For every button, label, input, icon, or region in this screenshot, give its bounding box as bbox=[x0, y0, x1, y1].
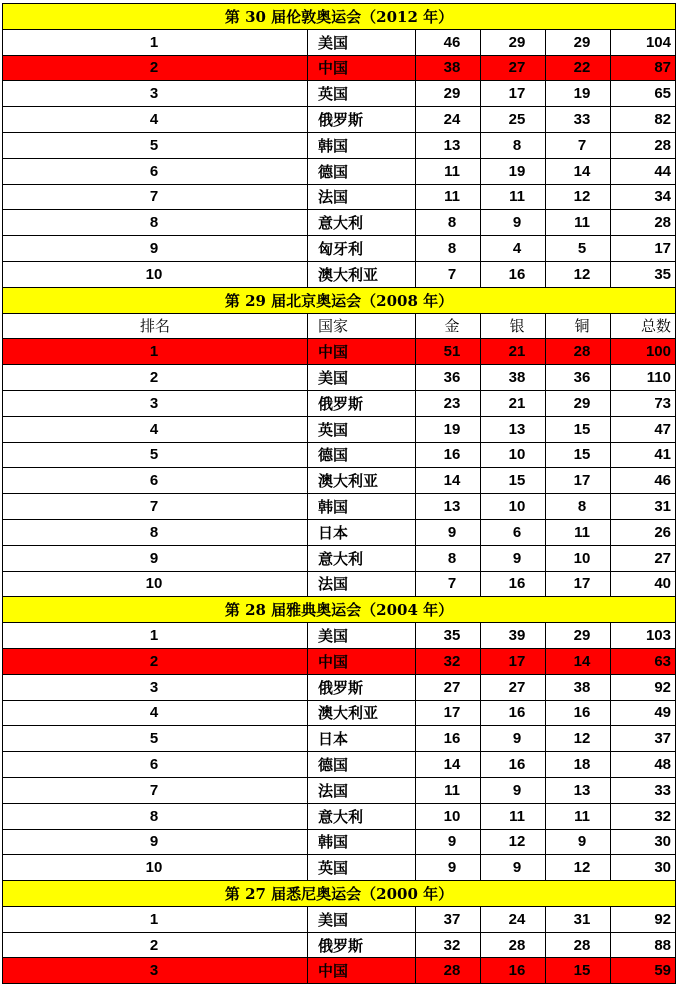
country-cell: 意大利 bbox=[308, 210, 416, 236]
total-cell: 28 bbox=[611, 132, 676, 158]
bronze-cell: 14 bbox=[546, 158, 611, 184]
table-row bbox=[3, 777, 676, 803]
total-cell: 63 bbox=[611, 648, 676, 674]
country-cell: 韩国 bbox=[308, 829, 416, 855]
bronze-cell: 12 bbox=[546, 855, 611, 881]
silver-cell: 17 bbox=[481, 81, 546, 107]
silver-cell: 25 bbox=[481, 107, 546, 133]
bronze-cell: 18 bbox=[546, 752, 611, 778]
bronze-cell: 16 bbox=[546, 700, 611, 726]
rank-cell: 3 bbox=[3, 390, 308, 416]
total-cell: 26 bbox=[611, 519, 676, 545]
country-cell: 澳大利亚 bbox=[308, 261, 416, 287]
gold-cell: 23 bbox=[416, 390, 481, 416]
gold-cell: 13 bbox=[416, 132, 481, 158]
table-row bbox=[3, 906, 676, 932]
silver-cell: 9 bbox=[481, 777, 546, 803]
total-cell: 48 bbox=[611, 752, 676, 778]
country-cell: 俄罗斯 bbox=[308, 674, 416, 700]
gold-cell: 11 bbox=[416, 777, 481, 803]
gold-cell: 8 bbox=[416, 236, 481, 262]
bronze-cell: 13 bbox=[546, 777, 611, 803]
games-title: 第 30 届伦敦奥运会（2012 年） bbox=[3, 4, 676, 30]
rank-cell: 4 bbox=[3, 416, 308, 442]
gold-cell: 32 bbox=[416, 648, 481, 674]
silver-cell: 9 bbox=[481, 726, 546, 752]
total-cell: 103 bbox=[611, 623, 676, 649]
total-cell: 59 bbox=[611, 958, 676, 984]
table-row bbox=[3, 545, 676, 571]
column-header-total: 总数 bbox=[611, 313, 676, 339]
country-cell: 美国 bbox=[308, 623, 416, 649]
rank-cell: 1 bbox=[3, 339, 308, 365]
silver-cell: 8 bbox=[481, 132, 546, 158]
total-cell: 73 bbox=[611, 390, 676, 416]
bronze-cell: 12 bbox=[546, 261, 611, 287]
bronze-cell: 7 bbox=[546, 132, 611, 158]
silver-cell: 16 bbox=[481, 752, 546, 778]
country-cell: 英国 bbox=[308, 416, 416, 442]
silver-cell: 16 bbox=[481, 958, 546, 984]
table-row bbox=[3, 29, 676, 55]
gold-cell: 35 bbox=[416, 623, 481, 649]
bronze-cell: 17 bbox=[546, 571, 611, 597]
gold-cell: 9 bbox=[416, 829, 481, 855]
bronze-cell: 31 bbox=[546, 906, 611, 932]
games-title: 第 27 届悉尼奥运会（2000 年） bbox=[3, 881, 676, 907]
rank-cell: 6 bbox=[3, 752, 308, 778]
bronze-cell: 9 bbox=[546, 829, 611, 855]
table-row bbox=[3, 442, 676, 468]
total-cell: 110 bbox=[611, 365, 676, 391]
country-cell: 美国 bbox=[308, 29, 416, 55]
bronze-cell: 11 bbox=[546, 803, 611, 829]
table-row-highlighted bbox=[3, 958, 676, 984]
total-cell: 17 bbox=[611, 236, 676, 262]
bronze-cell: 12 bbox=[546, 726, 611, 752]
country-cell: 俄罗斯 bbox=[308, 932, 416, 958]
silver-cell: 10 bbox=[481, 442, 546, 468]
country-cell: 美国 bbox=[308, 906, 416, 932]
table-row bbox=[3, 752, 676, 778]
rank-cell: 6 bbox=[3, 158, 308, 184]
table-row bbox=[3, 261, 676, 287]
total-cell: 35 bbox=[611, 261, 676, 287]
games-title: 第 29 届北京奥运会（2008 年） bbox=[3, 287, 676, 313]
silver-cell: 29 bbox=[481, 29, 546, 55]
table-row bbox=[3, 803, 676, 829]
rank-cell: 3 bbox=[3, 81, 308, 107]
total-cell: 100 bbox=[611, 339, 676, 365]
country-cell: 韩国 bbox=[308, 132, 416, 158]
column-header-gold: 金 bbox=[416, 313, 481, 339]
rank-cell: 5 bbox=[3, 132, 308, 158]
country-cell: 法国 bbox=[308, 777, 416, 803]
country-cell: 法国 bbox=[308, 571, 416, 597]
bronze-cell: 29 bbox=[546, 623, 611, 649]
silver-cell: 4 bbox=[481, 236, 546, 262]
table-row-highlighted bbox=[3, 339, 676, 365]
total-cell: 32 bbox=[611, 803, 676, 829]
table-row-highlighted bbox=[3, 55, 676, 81]
gold-cell: 46 bbox=[416, 29, 481, 55]
rank-cell: 8 bbox=[3, 210, 308, 236]
total-cell: 44 bbox=[611, 158, 676, 184]
gold-cell: 8 bbox=[416, 210, 481, 236]
rank-cell: 2 bbox=[3, 648, 308, 674]
rank-cell: 7 bbox=[3, 777, 308, 803]
total-cell: 49 bbox=[611, 700, 676, 726]
column-header-country: 国家 bbox=[308, 313, 416, 339]
gold-cell: 17 bbox=[416, 700, 481, 726]
rank-cell: 1 bbox=[3, 623, 308, 649]
table-row bbox=[3, 855, 676, 881]
country-cell: 中国 bbox=[308, 958, 416, 984]
table-row bbox=[3, 726, 676, 752]
gold-cell: 10 bbox=[416, 803, 481, 829]
table-row bbox=[3, 571, 676, 597]
total-cell: 47 bbox=[611, 416, 676, 442]
table-row bbox=[3, 81, 676, 107]
gold-cell: 36 bbox=[416, 365, 481, 391]
country-cell: 中国 bbox=[308, 339, 416, 365]
silver-cell: 10 bbox=[481, 494, 546, 520]
column-header-rank: 排名 bbox=[3, 313, 308, 339]
silver-cell: 9 bbox=[481, 545, 546, 571]
rank-cell: 2 bbox=[3, 55, 308, 81]
table-row bbox=[3, 365, 676, 391]
games-title-row bbox=[3, 881, 676, 907]
column-header-bronze: 铜 bbox=[546, 313, 611, 339]
column-header-row bbox=[3, 313, 676, 339]
gold-cell: 38 bbox=[416, 55, 481, 81]
total-cell: 88 bbox=[611, 932, 676, 958]
silver-cell: 24 bbox=[481, 906, 546, 932]
total-cell: 28 bbox=[611, 210, 676, 236]
country-cell: 意大利 bbox=[308, 803, 416, 829]
country-cell: 美国 bbox=[308, 365, 416, 391]
gold-cell: 11 bbox=[416, 158, 481, 184]
table-row bbox=[3, 623, 676, 649]
rank-cell: 2 bbox=[3, 365, 308, 391]
column-header-silver: 银 bbox=[481, 313, 546, 339]
country-cell: 澳大利亚 bbox=[308, 700, 416, 726]
silver-cell: 16 bbox=[481, 571, 546, 597]
bronze-cell: 29 bbox=[546, 390, 611, 416]
rank-cell: 4 bbox=[3, 107, 308, 133]
olympic-medal-table bbox=[2, 3, 676, 984]
table-row bbox=[3, 210, 676, 236]
bronze-cell: 28 bbox=[546, 339, 611, 365]
table-row bbox=[3, 236, 676, 262]
rank-cell: 1 bbox=[3, 29, 308, 55]
bronze-cell: 15 bbox=[546, 442, 611, 468]
total-cell: 31 bbox=[611, 494, 676, 520]
bronze-cell: 10 bbox=[546, 545, 611, 571]
table-row bbox=[3, 107, 676, 133]
silver-cell: 28 bbox=[481, 932, 546, 958]
silver-cell: 11 bbox=[481, 803, 546, 829]
gold-cell: 51 bbox=[416, 339, 481, 365]
country-cell: 法国 bbox=[308, 184, 416, 210]
table-row bbox=[3, 132, 676, 158]
bronze-cell: 38 bbox=[546, 674, 611, 700]
games-title-row bbox=[3, 597, 676, 623]
bronze-cell: 11 bbox=[546, 519, 611, 545]
rank-cell: 5 bbox=[3, 442, 308, 468]
silver-cell: 13 bbox=[481, 416, 546, 442]
silver-cell: 19 bbox=[481, 158, 546, 184]
country-cell: 俄罗斯 bbox=[308, 390, 416, 416]
gold-cell: 7 bbox=[416, 571, 481, 597]
rank-cell: 10 bbox=[3, 855, 308, 881]
total-cell: 46 bbox=[611, 468, 676, 494]
bronze-cell: 15 bbox=[546, 958, 611, 984]
bronze-cell: 14 bbox=[546, 648, 611, 674]
country-cell: 德国 bbox=[308, 752, 416, 778]
table-row bbox=[3, 184, 676, 210]
silver-cell: 16 bbox=[481, 261, 546, 287]
total-cell: 30 bbox=[611, 855, 676, 881]
total-cell: 33 bbox=[611, 777, 676, 803]
rank-cell: 9 bbox=[3, 236, 308, 262]
bronze-cell: 11 bbox=[546, 210, 611, 236]
gold-cell: 24 bbox=[416, 107, 481, 133]
bronze-cell: 36 bbox=[546, 365, 611, 391]
silver-cell: 21 bbox=[481, 390, 546, 416]
gold-cell: 32 bbox=[416, 932, 481, 958]
country-cell: 澳大利亚 bbox=[308, 468, 416, 494]
rank-cell: 1 bbox=[3, 906, 308, 932]
bronze-cell: 19 bbox=[546, 81, 611, 107]
total-cell: 40 bbox=[611, 571, 676, 597]
gold-cell: 14 bbox=[416, 468, 481, 494]
gold-cell: 28 bbox=[416, 958, 481, 984]
rank-cell: 6 bbox=[3, 468, 308, 494]
gold-cell: 27 bbox=[416, 674, 481, 700]
rank-cell: 2 bbox=[3, 932, 308, 958]
bronze-cell: 12 bbox=[546, 184, 611, 210]
rank-cell: 9 bbox=[3, 545, 308, 571]
total-cell: 41 bbox=[611, 442, 676, 468]
rank-cell: 10 bbox=[3, 571, 308, 597]
total-cell: 34 bbox=[611, 184, 676, 210]
games-title-row bbox=[3, 287, 676, 313]
total-cell: 104 bbox=[611, 29, 676, 55]
country-cell: 韩国 bbox=[308, 494, 416, 520]
rank-cell: 3 bbox=[3, 674, 308, 700]
bronze-cell: 28 bbox=[546, 932, 611, 958]
table-row bbox=[3, 158, 676, 184]
silver-cell: 9 bbox=[481, 210, 546, 236]
gold-cell: 37 bbox=[416, 906, 481, 932]
total-cell: 37 bbox=[611, 726, 676, 752]
gold-cell: 7 bbox=[416, 261, 481, 287]
country-cell: 意大利 bbox=[308, 545, 416, 571]
country-cell: 俄罗斯 bbox=[308, 107, 416, 133]
rank-cell: 4 bbox=[3, 700, 308, 726]
total-cell: 27 bbox=[611, 545, 676, 571]
total-cell: 82 bbox=[611, 107, 676, 133]
silver-cell: 9 bbox=[481, 855, 546, 881]
gold-cell: 16 bbox=[416, 726, 481, 752]
country-cell: 德国 bbox=[308, 442, 416, 468]
silver-cell: 39 bbox=[481, 623, 546, 649]
table-row bbox=[3, 932, 676, 958]
games-title: 第 28 届雅典奥运会（2004 年） bbox=[3, 597, 676, 623]
total-cell: 30 bbox=[611, 829, 676, 855]
table-row bbox=[3, 700, 676, 726]
rank-cell: 10 bbox=[3, 261, 308, 287]
country-cell: 德国 bbox=[308, 158, 416, 184]
rank-cell: 8 bbox=[3, 803, 308, 829]
table-row bbox=[3, 494, 676, 520]
silver-cell: 16 bbox=[481, 700, 546, 726]
bronze-cell: 5 bbox=[546, 236, 611, 262]
silver-cell: 27 bbox=[481, 674, 546, 700]
silver-cell: 27 bbox=[481, 55, 546, 81]
silver-cell: 15 bbox=[481, 468, 546, 494]
table-row bbox=[3, 674, 676, 700]
table-row bbox=[3, 468, 676, 494]
country-cell: 中国 bbox=[308, 648, 416, 674]
gold-cell: 14 bbox=[416, 752, 481, 778]
rank-cell: 7 bbox=[3, 184, 308, 210]
bronze-cell: 17 bbox=[546, 468, 611, 494]
country-cell: 日本 bbox=[308, 519, 416, 545]
rank-cell: 9 bbox=[3, 829, 308, 855]
table-row bbox=[3, 416, 676, 442]
silver-cell: 17 bbox=[481, 648, 546, 674]
bronze-cell: 29 bbox=[546, 29, 611, 55]
total-cell: 65 bbox=[611, 81, 676, 107]
rank-cell: 8 bbox=[3, 519, 308, 545]
silver-cell: 11 bbox=[481, 184, 546, 210]
country-cell: 英国 bbox=[308, 81, 416, 107]
table-row bbox=[3, 829, 676, 855]
silver-cell: 21 bbox=[481, 339, 546, 365]
bronze-cell: 22 bbox=[546, 55, 611, 81]
rank-cell: 5 bbox=[3, 726, 308, 752]
country-cell: 英国 bbox=[308, 855, 416, 881]
gold-cell: 9 bbox=[416, 855, 481, 881]
table-row bbox=[3, 519, 676, 545]
total-cell: 92 bbox=[611, 674, 676, 700]
country-cell: 日本 bbox=[308, 726, 416, 752]
table-row-highlighted bbox=[3, 648, 676, 674]
country-cell: 匈牙利 bbox=[308, 236, 416, 262]
total-cell: 92 bbox=[611, 906, 676, 932]
bronze-cell: 8 bbox=[546, 494, 611, 520]
silver-cell: 6 bbox=[481, 519, 546, 545]
rank-cell: 3 bbox=[3, 958, 308, 984]
gold-cell: 29 bbox=[416, 81, 481, 107]
table-row bbox=[3, 390, 676, 416]
gold-cell: 11 bbox=[416, 184, 481, 210]
gold-cell: 13 bbox=[416, 494, 481, 520]
total-cell: 87 bbox=[611, 55, 676, 81]
country-cell: 中国 bbox=[308, 55, 416, 81]
games-title-row bbox=[3, 4, 676, 30]
gold-cell: 19 bbox=[416, 416, 481, 442]
silver-cell: 38 bbox=[481, 365, 546, 391]
bronze-cell: 33 bbox=[546, 107, 611, 133]
silver-cell: 12 bbox=[481, 829, 546, 855]
gold-cell: 9 bbox=[416, 519, 481, 545]
rank-cell: 7 bbox=[3, 494, 308, 520]
bronze-cell: 15 bbox=[546, 416, 611, 442]
gold-cell: 16 bbox=[416, 442, 481, 468]
gold-cell: 8 bbox=[416, 545, 481, 571]
